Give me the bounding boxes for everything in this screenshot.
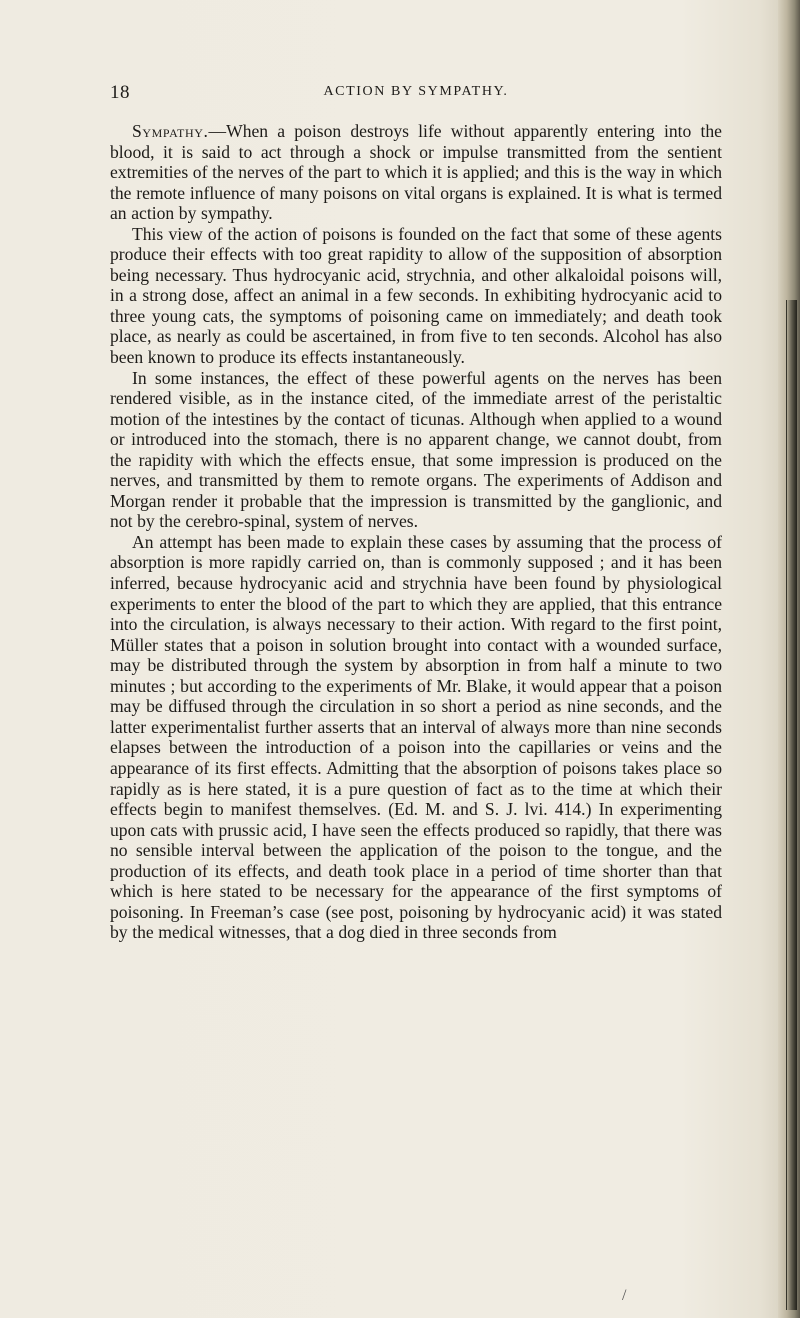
paragraph-nerves bbox=[110, 368, 722, 532]
paragraph-absorption bbox=[110, 532, 722, 943]
running-title: ACTION BY SYMPATHY. bbox=[323, 84, 509, 99]
paragraph-text: An attempt has been made to explain these cases by assuming that the process of absorption is more rapidly carried on, than is commonly supposed ; and it has been inferred, because hydrocyanic acid and strychnia have been found by physiological experiments to enter the blood of the part to which they are applied, that this entrance into the circulation, is always necessary to their action. With regard to the first point, Müller states that a poison in solution brought into contact with a wounded surface, may be distributed through the system by absorption in from half a minute to two minutes ; but according to the experiments of Mr. Blake, it would appear that a poison may be diffused through the circulation in so short a period as nine seconds, and the latter experimentalist further asserts that an interval of always more than nine seconds elapses between the introduction of a poison into the capillaries or veins and the appearance of its first effects. Admitting that the absorption of poisons takes place so rapidly as is here stated, it is a pure question of fact as to the time at which their effects begin to manifest themselves. (Ed. M. and S. J. lvi. 414.) In experimenting upon cats with prussic acid, I have seen the effects produced so rapidly, that there was no sensible interval between the application of the poison to the tongue, and the production of its effects, and death took place in a period of time shorter than that which is here stated to be necessary for the appearance of the first symptoms of poisoning. In Freeman’s case (see post, poisoning by hydrocyanic acid) it was stated by the medical witnesses, that a dog died in three seconds from bbox=[110, 531, 722, 943]
page-number: 18 bbox=[110, 82, 130, 103]
paragraph-text: —When a poison destroys life without apparently entering into the blood, it is said to act through a shock or impulse transmitted from the sentient extremities of the nerves of the part to which it is applied; and this is the way in which the remote influence of many poisons on vital organs is explained. It is what is termed an action by sympathy. bbox=[110, 121, 722, 224]
stray-mark: / bbox=[622, 1287, 627, 1304]
paragraph-sympathy bbox=[110, 121, 722, 224]
paragraph-text: This view of the action of poisons is founded on the fact that some of these agents produce their effects with too great rapidity to allow of the supposition of absorption being necessary. Thus hydrocyanic acid, strychnia, and other alkaloidal poisons will, in a strong dose, affect an animal in a few seconds. In exhibiting hydrocyanic acid to three young cats, the symptoms of poisoning came on immediately; and death took place, as nearly as could be ascertained, in from five to ten seconds. Alcohol has also been known to produce its effects instantaneously. bbox=[110, 223, 722, 368]
binding-edge bbox=[786, 300, 797, 1310]
section-lead: Sympathy. bbox=[132, 121, 209, 141]
running-head bbox=[110, 82, 722, 104]
paragraph-text: In some instances, the effect of these powerful agents on the nerves has been rendered visible, as in the instance cited, of the immediate arrest of the peristaltic motion of the intestines by the contact of ticunas. Although when applied to a wound or introduced into the stomach, there is no apparent change, we cannot doubt, from the rapidity with which the effects ensue, that some impression is produced on the nerves, and transmitted by them to remote organs. The experiments of Addison and Morgan render it probable that the impression is transmitted by the ganglionic, and not by the cerebro-spinal, system of nerves. bbox=[110, 367, 722, 532]
page-gutter-shadow bbox=[778, 0, 800, 1318]
body-text bbox=[110, 121, 722, 943]
paragraph-rapidity bbox=[110, 224, 722, 368]
